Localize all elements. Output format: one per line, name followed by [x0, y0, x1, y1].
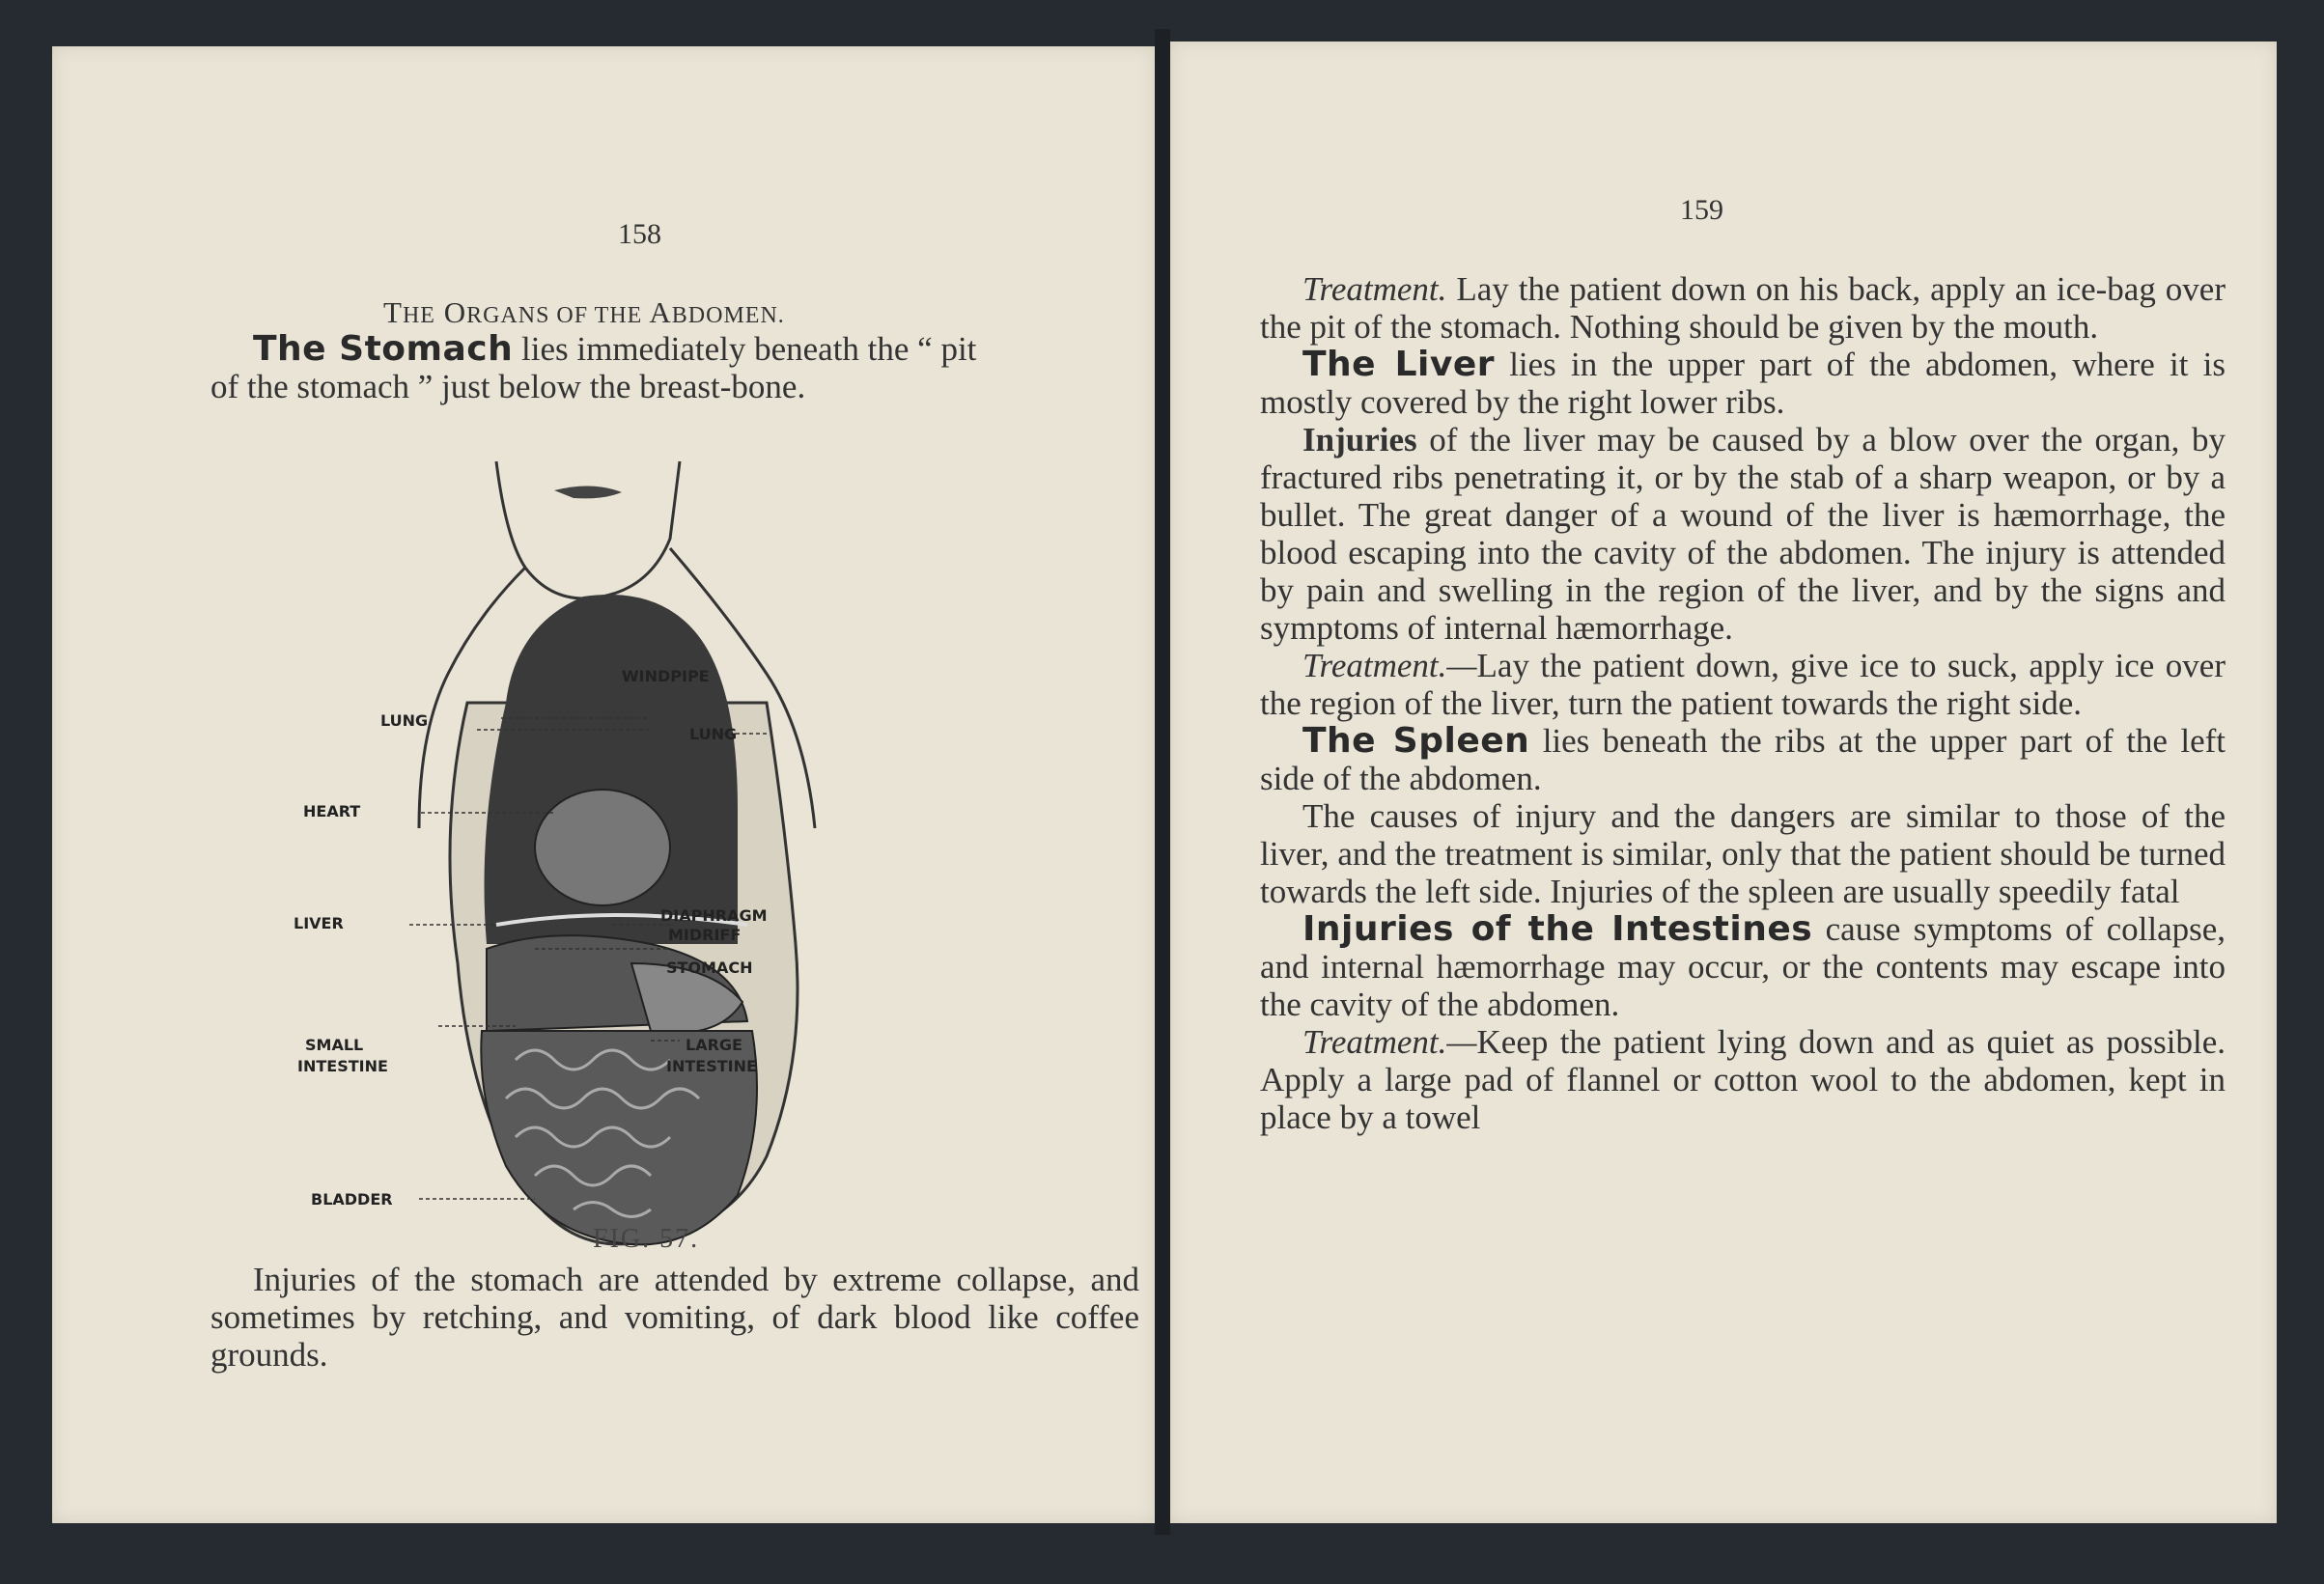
term-intestines: Injuries of the Intestines: [1302, 909, 1813, 949]
left-page: [52, 46, 1155, 1523]
term-spleen: The Spleen: [1302, 721, 1530, 761]
stomach-text: lies immediately beneath the “ pit: [521, 330, 977, 368]
heading-letter: T: [383, 295, 403, 329]
heading-smallcaps: BDOMEN.: [671, 303, 785, 328]
label-lung-right: LUNG: [689, 725, 738, 743]
label-windpipe: WINDPIPE: [622, 667, 710, 685]
label-heart: HEART: [303, 802, 361, 820]
injuries-text: Injuries of the stomach are attended by extreme collapse, and sometimes by retching, and vomiting, of dark blood like coffee grounds.: [210, 1261, 1139, 1374]
spleen-causes-text: The causes of injury and the dangers are similar to those of the liver, and the treatment is similar, only that the patient should be turned towards the left side. Injuries of the spleen are usually speedily fatal: [1260, 797, 2226, 910]
stomach-text-line2: of the stomach ” just below the breast-bone.: [210, 368, 806, 405]
label-lung-left: LUNG: [380, 711, 429, 730]
section-heading: [383, 295, 785, 330]
book-gutter: [1155, 29, 1170, 1535]
label-diaphragm: DIAPHRAGM: [660, 906, 768, 925]
intestines-text: cause symptoms of collapse, and internal hæmorrhage may occur, or the contents may escape into the cavity of the abdomen.: [1260, 910, 2226, 1023]
label-midriff: MIDRIFF: [668, 926, 742, 944]
treatment-label: Treatment.—: [1302, 647, 1477, 684]
treatment-text: Keep the patient lying down and as quiet as possible. Apply a large pad of flannel or cotton wool to the abdomen, kept in place by a towel: [1260, 1023, 2226, 1136]
term-liver: The Liver: [1302, 345, 1495, 384]
heading-letter: O: [443, 295, 467, 329]
treatment-label: Treatment.—: [1302, 1023, 1477, 1061]
treatment-text: Lay the patient down on his back, apply an ice-bag over the pit of the stomach. Nothing should be given by the mouth.: [1260, 270, 2226, 346]
liver-text: lies in the upper part of the abdomen, where it is mostly covered by the right lower ribs.: [1260, 346, 2226, 421]
label-stomach: STOMACH: [666, 959, 753, 977]
label-intestine-small: INTESTINE: [297, 1057, 388, 1075]
liver-injuries-text: of the liver may be caused by a blow over the organ, by fractured ribs penetrating it, or by the stab of a sharp weapon, or by a bullet. The great danger of a wound of the liver is hæmorrhage, the blood escaping into the cavity of the abdomen. The injury is attended by pain and swelling in the region of the liver, and by the signs and symptoms of internal hæmorrhage.: [1260, 421, 2226, 647]
treatment-text: Lay the patient down, give ice to suck, apply ice over the region of the liver, turn the patient towards the right side.: [1260, 647, 2226, 722]
page-number: 158: [618, 218, 661, 250]
abdomen-illustration: [294, 423, 979, 1272]
page-number: 159: [1680, 194, 1723, 226]
right-page: [1170, 42, 2277, 1523]
spleen-text: lies beneath the ribs at the upper part of the left side of the abdomen.: [1260, 722, 2226, 797]
heading-smallcaps: RGANS OF THE: [466, 303, 643, 328]
label-large: LARGE: [686, 1036, 742, 1054]
label-liver: LIVER: [294, 914, 344, 932]
term-injuries: Injuries: [1302, 421, 1417, 459]
label-intestine-large: INTESTINE: [666, 1057, 757, 1075]
term-stomach: The Stomach: [253, 329, 514, 369]
figure-caption: FIG. 57.: [593, 1224, 700, 1254]
label-small: SMALL: [305, 1036, 364, 1054]
right-page-body: [1260, 270, 2226, 1136]
stomach-paragraph: [210, 330, 1083, 405]
treatment-label: Treatment.: [1302, 270, 1447, 308]
heading-smallcaps: HE: [402, 303, 435, 328]
label-bladder: BLADDER: [311, 1190, 393, 1209]
stomach-injuries-paragraph: [210, 1261, 1139, 1374]
heading-letter: A: [649, 295, 672, 329]
